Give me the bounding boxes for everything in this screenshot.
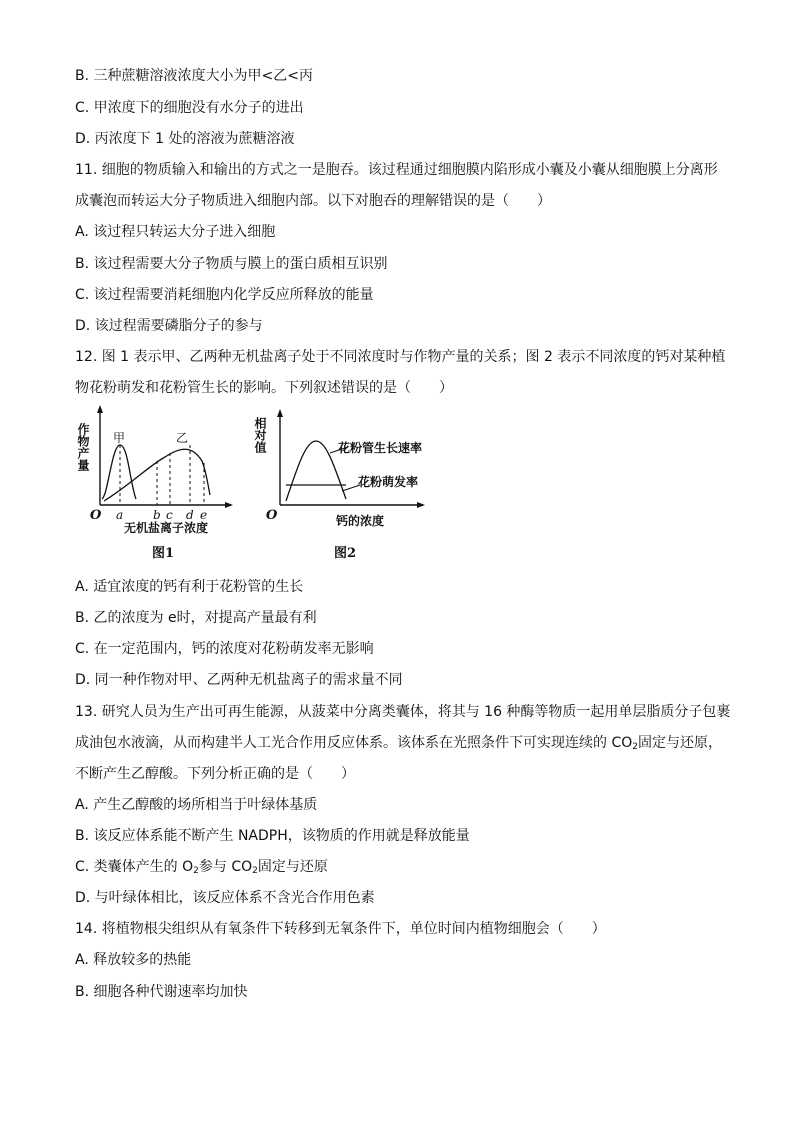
figure-2 xyxy=(253,409,425,561)
q10-option-d: D. 丙浓度下 1 处的溶液为蔗糖溶液 xyxy=(75,131,295,147)
q13-stem2-tail: 固定与还原， xyxy=(637,735,722,751)
fig1-tick-b: b xyxy=(153,508,161,522)
q13-c-sub1: 2 xyxy=(193,866,199,876)
fig2-curve-growth xyxy=(286,441,346,501)
q14-option-a: A. 释放较多的热能 xyxy=(75,952,192,968)
q13-c-tail: 固定与还原 xyxy=(257,859,328,875)
q13-stem-line3: 不断产生乙醇酸。下列分析正确的是（ ） xyxy=(75,766,355,782)
figure-1 xyxy=(76,405,233,561)
q11-option-d: D. 该过程需要磷脂分子的参与 xyxy=(75,318,263,334)
q13-stem-line1: 13. 研究人员为生产出可再生能源，从菠菜中分离类囊体，将其与 16 种酶等物质一起用单层脂质分子包裹 xyxy=(75,704,731,720)
fig1-tick-e: e xyxy=(200,508,208,522)
fig1-x-label: 无机盐离子浓度 xyxy=(124,521,209,535)
q12-option-d: D. 同一种作物对甲、乙两种无机盐离子的需求量不同 xyxy=(75,672,403,688)
q13-option-a: A. 产生乙醇酸的场所相当于叶绿体基质 xyxy=(75,797,318,813)
q10-option-b: B. 三种蔗糖溶液浓度大小为甲<乙<丙 xyxy=(75,68,313,84)
q13-option-c xyxy=(75,858,328,876)
fig2-label-germ: 花粉萌发率 xyxy=(358,475,419,489)
fig2-caption: 图2 xyxy=(334,546,357,561)
q12-figures xyxy=(76,405,480,565)
q14-option-b: B. 细胞各种代谢速率均加快 xyxy=(75,984,248,1000)
q11-option-b: B. 该过程需要大分子物质与膜上的蛋白质相互识别 xyxy=(75,256,388,272)
q11-stem-line2: 成囊泡而转运大分子物质进入细胞内部。以下对胞吞的理解错误的是（ ） xyxy=(75,193,551,209)
q11-option-c: C. 该过程需要消耗细胞内化学反应所释放的能量 xyxy=(75,287,374,303)
fig2-y-label: 相对值 xyxy=(253,417,267,453)
q13-option-d: D. 与叶绿体相比，该反应体系不含光合作用色素 xyxy=(75,890,375,906)
fig1-y-label: 作物产量 xyxy=(76,423,90,471)
q12-option-a: A. 适宜浓度的钙有利于花粉管的生长 xyxy=(75,579,304,595)
q14-stem: 14. 将植物根尖组织从有氧条件下转移到无氧条件下，单位时间内植物细胞会（ ） xyxy=(75,921,606,937)
fig1-label-jia: 甲 xyxy=(113,431,126,445)
fig1-caption: 图1 xyxy=(152,546,175,561)
q13-stem2-text: 成油包水液滴，从而构建半人工光合作用反应体系。该体系在光照条件下可实现连续的 CO xyxy=(75,735,633,751)
q13-c-sub2: 2 xyxy=(252,866,258,876)
q11-stem-line1: 11. 细胞的物质输入和输出的方式之一是胞吞。该过程通过细胞膜内陷形成小囊及小囊从细胞膜上分离形 xyxy=(75,162,718,178)
q12-stem-line2: 物花粉萌发和花粉管生长的影响。下列叙述错误的是（ ） xyxy=(75,380,453,396)
q13-c-mid: 参与 CO xyxy=(198,859,253,875)
q12-option-b: B. 乙的浓度为 e时，对提高产量最有利 xyxy=(75,610,317,626)
q13-stem2-sub: 2 xyxy=(632,742,638,752)
fig2-x-label: 钙的浓度 xyxy=(336,514,385,528)
fig1-tick-a: a xyxy=(116,508,124,522)
fig1-origin: O xyxy=(90,508,102,523)
q13-c-pre: C. 类囊体产生的 O xyxy=(75,859,194,875)
q13-stem-line2 xyxy=(75,734,722,752)
fig2-origin: O xyxy=(266,508,278,523)
fig2-label-growth: 花粉管生长速率 xyxy=(338,441,423,455)
q13-option-b: B. 该反应体系能不断产生 NADPH，该物质的作用就是释放能量 xyxy=(75,828,470,844)
fig1-tick-d: d xyxy=(186,508,194,522)
q12-stem-line1: 12. 图 1 表示甲、乙两种无机盐离子处于不同浓度时与作物产量的关系；图 2 表示不同浓度的钙对某种植 xyxy=(75,349,726,365)
q11-option-a: A. 该过程只转运大分子进入细胞 xyxy=(75,224,276,240)
q10-option-c: C. 甲浓度下的细胞没有水分子的进出 xyxy=(75,100,304,116)
fig1-tick-c: c xyxy=(166,508,173,522)
q12-option-c: C. 在一定范围内，钙的浓度对花粉萌发率无影响 xyxy=(75,641,374,657)
fig1-label-yi: 乙 xyxy=(176,431,189,445)
